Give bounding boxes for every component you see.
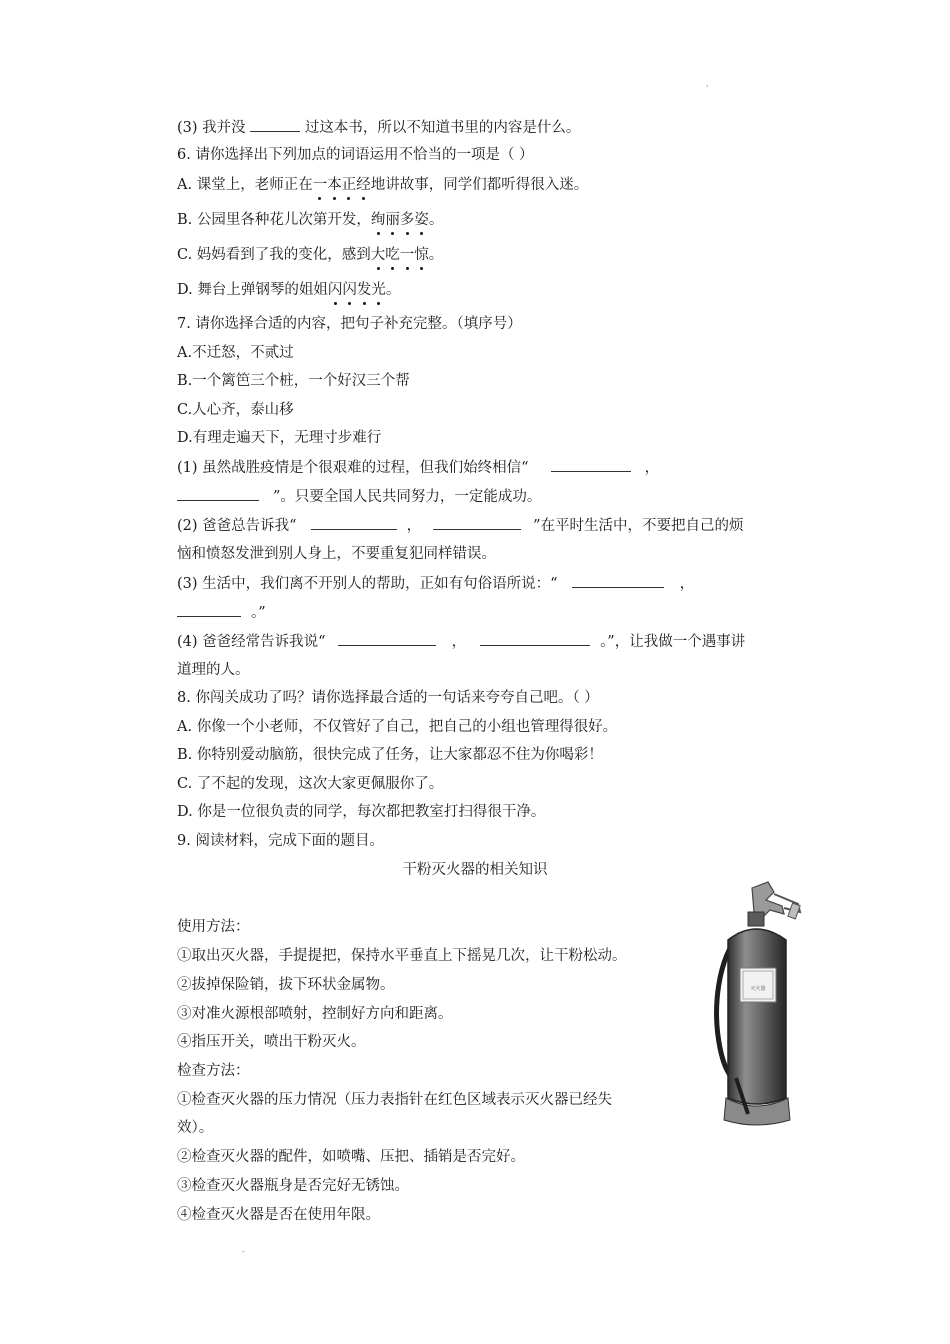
q5-item-3: (3) 我并没 过这本书，所以不知道书里的内容是什么。 [177, 117, 580, 138]
dotted-char: 吃 [385, 247, 400, 263]
use-step: ③对准火源根部喷射，控制好方向和距离。 [177, 1006, 453, 1022]
check-step: ②检查灭火器的配件，如喷嘴、压把、插销是否完好。 [177, 1149, 525, 1165]
dotted-char: 一 [399, 247, 415, 263]
q6-option-a: A. 课堂上，老师正在一本正经地讲故事，同学们都听得很入迷。 [177, 177, 589, 193]
answer-blank[interactable] [338, 631, 436, 646]
dotted-phrase [371, 247, 429, 263]
dotted-char: 多 [399, 212, 415, 228]
dotted-char: 大 [370, 247, 386, 263]
material-title: 干粉灭火器的相关知识 [402, 862, 548, 878]
q7-sentence-2: (2) 爸爸总告诉我“ ， ”在平时生活中，不要把自己的烦 [177, 515, 743, 536]
q7-choice-c: C.人心齐，泰山移 [177, 402, 294, 418]
check-step: ①检查灭火器的压力情况（压力表指针在红色区域表示灭火器已经失 [177, 1092, 612, 1108]
q8-stem: 8. 你闯关成功了吗？请你选择最合适的一句话来夸夸自己吧。（ ） [177, 690, 599, 706]
corner-mark: - [242, 1247, 245, 1256]
check-heading: 检查方法： [177, 1063, 250, 1079]
check-step: ③检查灭火器瓶身是否完好无锈蚀。 [177, 1178, 409, 1194]
dotted-char: 姿 [414, 212, 429, 228]
q7-sentence-3-cont: 。” [177, 602, 266, 623]
corner-mark: ' [706, 84, 709, 93]
check-step-cont: 效）。 [177, 1120, 214, 1136]
dotted-char: 经 [356, 177, 371, 193]
fire-extinguisher-illustration [700, 878, 810, 1128]
answer-blank[interactable] [572, 573, 664, 588]
use-heading: 使用方法： [177, 919, 250, 935]
answer-blank[interactable] [250, 117, 300, 132]
q7-choice-b: B.一个篱笆三个桩，一个好汉三个帮 [177, 373, 410, 389]
q7-stem: 7. 请你选择合适的内容，把句子补充完整。（填序号） [177, 316, 522, 332]
answer-blank[interactable] [433, 515, 521, 530]
q7-sentence-2-cont: 恼和愤怒发泄到别人身上，不要重复犯同样错误。 [177, 546, 496, 562]
q8-option-d: D. 你是一位很负责的同学，每次都把教室打扫得很干净。 [177, 804, 546, 820]
q8-option-b: B. 你特别爱动脑筋，很快完成了任务，让大家都忍不住为你喝彩！ [177, 747, 603, 763]
dotted-char: 惊 [414, 247, 429, 263]
answer-blank[interactable] [177, 486, 259, 501]
dotted-phrase [313, 177, 371, 193]
q9-stem: 9. 阅读材料，完成下面的题目。 [177, 833, 384, 849]
dotted-phrase [371, 212, 429, 228]
use-step: ②拔掉保险销，拔下环状金属物。 [177, 977, 395, 993]
q7-sentence-3: (3) 生活中，我们离不开别人的帮助，正如有句俗语所说：“ ， [177, 573, 694, 594]
check-step: ④检查灭火器是否在使用年限。 [177, 1207, 380, 1223]
dotted-phrase [328, 282, 386, 298]
q7-choice-d: D.有理走遍天下，无理寸步难行 [177, 430, 382, 446]
q7-choice-a: A.不迁怒，不贰过 [177, 345, 294, 361]
answer-blank[interactable] [177, 602, 241, 617]
q7-sentence-1-cont: ”。只要全国人民共同努力，一定能成功。 [177, 486, 541, 507]
q8-option-a: A. 你像一个小老师，不仅管好了自己，把自己的小组也管理得很好。 [177, 719, 618, 735]
dotted-char: 发 [356, 282, 372, 298]
q6-stem: 6. 请你选择出下列加点的词语运用不恰当的一项是（ ） [177, 147, 534, 163]
q8-option-c: C. 了不起的发现，这次大家更佩服你了。 [177, 776, 444, 792]
dotted-char: 一 [312, 177, 328, 193]
use-step: ①取出灭火器，手提提把，保持水平垂直上下摇晃几次，让干粉松动。 [177, 948, 627, 964]
answer-blank[interactable] [551, 457, 631, 472]
q6-option-c: C. 妈妈看到了我的变化，感到大吃一惊。 [177, 247, 444, 263]
q6-option-b: B. 公园里各种花儿次第开发，绚丽多姿。 [177, 212, 444, 228]
use-step: ④指压开关，喷出干粉灭火。 [177, 1034, 366, 1050]
q6-option-d: D. 舞台上弹钢琴的姐姐闪闪发光。 [177, 282, 401, 298]
extinguisher-label-text: 灭火器 [750, 986, 766, 992]
dotted-char: 绚 [370, 212, 386, 228]
q7-sentence-4: (4) 爸爸经常告诉我说“ ， 。”，让我做一个遇事讲 [177, 631, 745, 652]
answer-blank[interactable] [480, 631, 590, 646]
dotted-char: 闪 [342, 282, 357, 298]
dotted-char: 正 [341, 177, 357, 193]
answer-blank[interactable] [311, 515, 397, 530]
dotted-char: 闪 [327, 282, 343, 298]
dotted-char: 丽 [385, 212, 400, 228]
dotted-char: 光 [371, 282, 386, 298]
q7-sentence-1: (1) 虽然战胜疫情是个很艰难的过程，但我们始终相信“ ， [177, 457, 659, 478]
dotted-char: 本 [327, 177, 342, 193]
q7-sentence-4-cont: 道理的人。 [177, 662, 250, 678]
